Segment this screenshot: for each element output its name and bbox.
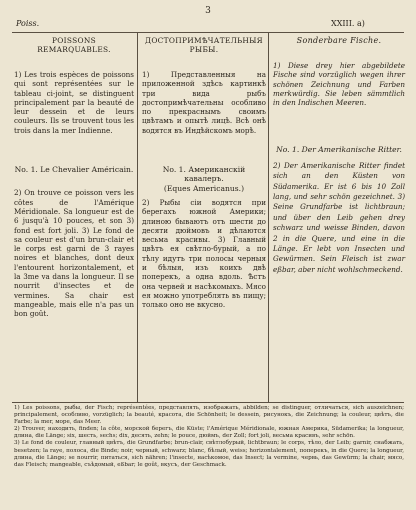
german-intro: 1) Diese drey hier abgebildete Fische sind vorzüglich wegen ihrer schönen Zeichnung und Farben merkwürdig. Sie leben sämmtlich in den Indischen Meeren. — [273, 61, 405, 108]
french-subtitle: No. 1. Le Chevalier Américain. — [14, 165, 134, 175]
russian-subtitle: No. 1. Американскій кавалеръ. — [162, 165, 246, 184]
page-number: 3 — [205, 6, 211, 16]
column-divider-1 — [137, 32, 138, 402]
top-rule — [12, 32, 404, 33]
footnote-2: 2) Trouver, находить, finden; la côte, морской берегъ, die Küste; l'Amérique Méridionale, южная Америка, Südamerika; la longueur, длина, die Länge; six, шесть, sechs; dix, десять, zehn; le pouce, дюймъ, der Zoll; fort joli, весьма красивъ, sehr schön. — [14, 426, 404, 440]
russian-intro: 1) Представленныя на приложенной здѣсь картинкѣ три вида рыбъ достопримѣчательны особливо по прекраснымъ своимъ цвѣтамъ и опытѣ лицѣ. Всѣ онѣ водятся въ Индѣйскомъ морѣ. — [142, 70, 266, 135]
footnote-rule — [12, 402, 404, 403]
footnotes — [14, 405, 404, 469]
german-title: Sonderbare Fische. — [296, 36, 382, 45]
french-title: POISSONS REMARQUABLES. — [37, 36, 111, 54]
plate-reference: XXIII. a) — [331, 19, 365, 28]
french-column — [14, 36, 134, 319]
running-head-left: Poiss. — [16, 19, 40, 28]
russian-latin-name: (Eques Americanus.) — [163, 183, 245, 193]
french-intro: 1) Les trois espèces de poissons qui sont représentées sur le tableau ci-joint, se distinguent principalement par la beauté de leur dessein et de leurs couleurs. Ils se trouvent tous les trois dans la mer Indienne. — [14, 70, 134, 135]
french-body: 2) On trouve ce poisson vers les côtes de l'Amérique Méridionale. Sa longueur est de 6 jusqu'à 10 pouces, et son 3) fond est fort joli. 3) Le fond de sa couleur est d'un brun-clair et le corps est garni de 3 rayes noires et blanches, dont deux l'entourent horizontalement, et la 3me va dans la longueur. Il se nourrit d'insectes et de vermines. Sa chair est mangeable, mais elle n'a pas un bon goût. — [14, 188, 134, 319]
russian-body: 2) Рыбы сіи водятся при берегахъ южной Америки; длиною бываютъ отъ шести до десяти дюймовъ и дѣлаются весьма красивы. 3) Главный цвѣтъ ея свѣтло-бурый, а по тѣлу идутъ три полосы черныя и бѣлыя, изъ коихъ двѣ поперекъ, а одна вдоль. Ѣстъ она червей и насѣкомыхъ. Мясо ея можно употреблять въ пищу; только оно не вкусно. — [142, 197, 266, 310]
footnote-3: 3) Le fond de couleur, главный цвѣтъ, die Grundfarbe; brun-clair, свѣтлобурый, lichtbraun; le corps, тѣло, der Leib; garnir, снабжать, besetzen; la raye, полоса, die Binde; noir, черный, schwarz; blanc, бѣлый, weiss; horizontalement, поперекъ, in die Quere; la longueur, длина, die Länge; se nourrir, питаться, sich nähren; l'insecte, насѣкомое, das Insect; la vermine, червь, das Gewürm; la chair, мясо, das Fleisch; mangeable, съѣдомый, eßbar; le goût, вкусъ, der Geschmack. — [14, 440, 404, 468]
german-body: 2) Der Amerikanische Ritter findet sich an den Küsten von Südamerika. Er ist 6 bis 10 Zoll lang, und sehr schön gezeichnet. 3) Seine Grundfarbe ist lichtbraun; und über den Leib gehen drey schwarz und weisse Binden, davon 2 in die Quere, und eine in die Länge. Er lebt von Insecten und Gewürmen. Sein Fleisch ist zwar eßbar, aber nicht wohlschmeckend. — [273, 160, 405, 274]
russian-title: ДОСТОПРИМѢЧАТЕЛЬНЫЯ РЫБЫ. — [145, 36, 263, 54]
russian-column — [142, 36, 266, 310]
german-column — [273, 36, 405, 275]
column-divider-2 — [268, 32, 269, 402]
footnote-1: 1) Les poissons, рыбы, der Fisch; représentées, представлять, изображать, abbilden; se distinguer, отличаться, sich auszeichnen; principalement, особливо, vorzüglich; la beauté, красота, die Schönheit; le dessein, рисунокъ, die Zeichnung; la couleur, цвѣтъ, die Farbe; la mer, море, das Meer. — [14, 405, 404, 426]
german-subtitle: No. 1. Der Amerikanische Ritter. — [276, 145, 402, 155]
